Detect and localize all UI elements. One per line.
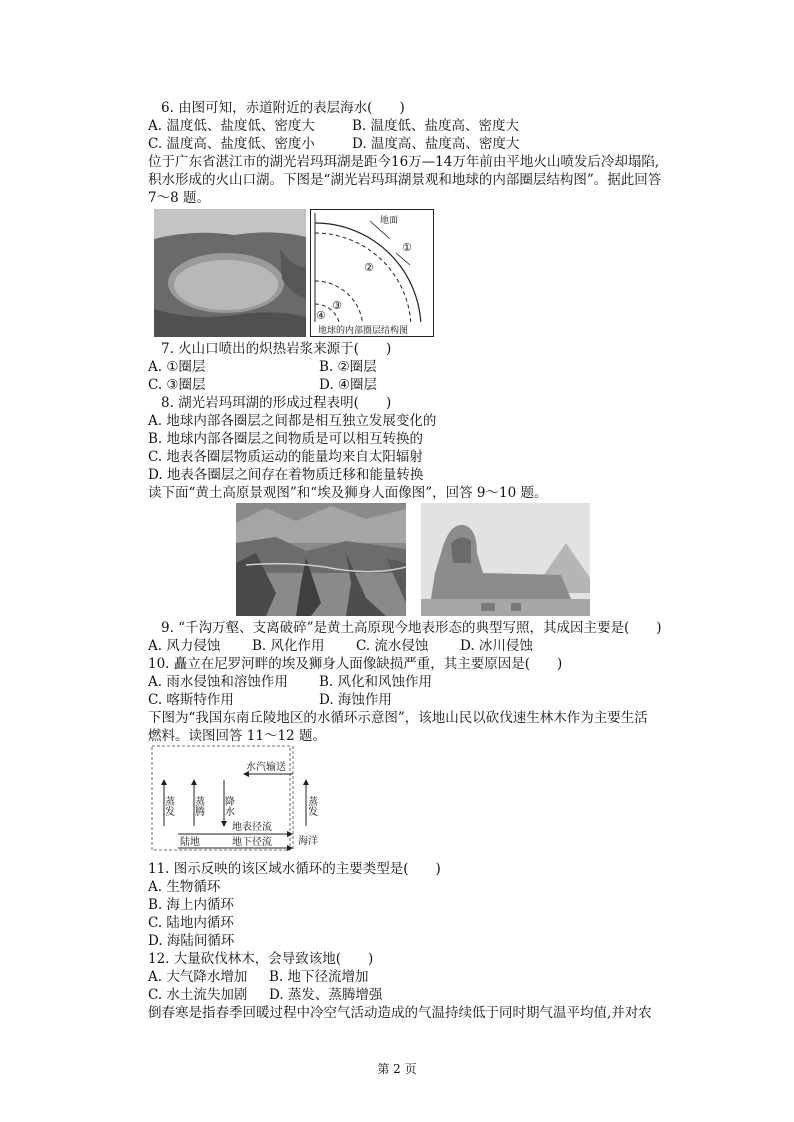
label-ocean: 海洋 [298, 836, 318, 847]
label-groundwater-runoff: 地下径流 [232, 837, 272, 848]
q11-option-b: B. 海上内循环 [148, 897, 235, 913]
layer-1-label: ① [402, 241, 412, 254]
q10-option-a: A. 雨水侵蚀和溶蚀作用 [148, 674, 288, 690]
q7-option-d: D. ④圈层 [319, 377, 378, 393]
q12-option-c: C. 水土流失加剧 [148, 987, 248, 1003]
earth-layers-caption: 地球的内部圈层结构图 [318, 326, 409, 336]
water-cycle-diagram [148, 744, 338, 856]
intro-7-8-line1: 位于广东省湛江市的湖光岩玛珥湖是距今16万—14万年前由平地火山喷发后冷却塌陷, [148, 154, 660, 170]
surface-label: 地面 [380, 216, 399, 226]
q6-option-a: A. 温度低、盐度低、密度大 [148, 118, 315, 134]
label-evaporation-ocean: 蒸发 [305, 796, 317, 816]
q12-option-d: D. 蒸发、蒸腾增强 [269, 987, 383, 1003]
q10-option-d: D. 海蚀作用 [319, 692, 392, 708]
q6-stem: 6. 由图可知，赤道附近的表层海水( ) [161, 100, 405, 116]
q11-option-d: D. 海陆间循环 [148, 933, 235, 949]
q7-option-b: B. ②圈层 [319, 359, 377, 375]
q12-stem: 12. 大量砍伐林木，会导致该地( ) [148, 951, 374, 967]
q9-option-c: C. 流水侵蚀 [356, 638, 429, 654]
q7-option-c: C. ③圈层 [148, 377, 206, 393]
q7-option-a: A. ①圈层 [148, 359, 206, 375]
tail-paragraph: 倒春寒是指春季回暖过程中冷空气活动造成的气温持续低于同时期气温平均值,并对农 [148, 1005, 652, 1021]
layer-2-label: ② [364, 261, 374, 274]
q10-stem: 10. 矗立在尼罗河畔的埃及狮身人面像缺损严重，其主要原因是( ) [148, 656, 563, 672]
q9-option-a: A. 风力侵蚀 [148, 638, 221, 654]
sphinx-photo [421, 503, 590, 616]
q9-option-b: B. 风化作用 [252, 638, 325, 654]
q11-option-c: C. 陆地内循环 [148, 915, 234, 931]
q9-option-d: D. 冰川侵蚀 [460, 638, 533, 654]
label-transpiration: 蒸腾 [192, 796, 204, 816]
intro-7-8-line2: 积水形成的火山口湖。下图是“湖光岩玛珥湖景观和地球的内部圈层结构图”。据此回答 [148, 172, 662, 188]
q9-stem: 9. “千沟万壑、支离破碎”是黄土高原现今地表形态的典型写照，其成因主要是( ) [161, 620, 662, 636]
q6-option-c: C. 温度高、盐度低、密度小 [148, 136, 315, 152]
label-precipitation: 降水 [222, 796, 234, 816]
q10-option-c: C. 喀斯特作用 [148, 692, 234, 708]
q11-stem: 11. 图示反映的该区域水循环的主要类型是( ) [148, 861, 441, 877]
intro-7-8-line3: 7～8 题。 [148, 190, 210, 206]
q8-option-d: D. 地表各圈层之间存在着物质迁移和能量转换 [148, 467, 424, 483]
label-land: 陆地 [180, 837, 200, 848]
lake-photo [154, 209, 306, 337]
loess-plateau-photo [236, 503, 406, 616]
label-vapor-transport: 水汽输送 [246, 762, 286, 773]
q8-option-a: A. 地球内部各圈层之间都是相互独立发展变化的 [148, 413, 437, 429]
layer-3-label: ③ [332, 299, 342, 312]
q8-option-c: C. 地表各圈层物质运动的能量均来自太阳辐射 [148, 449, 423, 465]
earth-layers-figure [310, 209, 434, 337]
intro-9-10: 读下面“黄土高原景观图”和“埃及狮身人面像图”，回答 9～10 题。 [148, 485, 548, 501]
label-evaporation-land: 蒸发 [162, 796, 174, 816]
q10-option-b: B. 风化和风蚀作用 [319, 674, 433, 690]
q12-option-b: B. 地下径流增加 [269, 969, 369, 985]
q7-stem: 7. 火山口喷出的炽热岩浆来源于( ) [161, 341, 392, 357]
label-surface-runoff: 地表径流 [232, 822, 272, 833]
layer-4-label: ④ [316, 309, 326, 322]
page-number: 第 2 页 [377, 1062, 417, 1076]
q12-option-a: A. 大气降水增加 [148, 969, 248, 985]
q6-option-b: B. 温度低、盐度高、密度大 [352, 118, 520, 134]
q11-option-a: A. 生物循环 [148, 879, 221, 895]
q6-option-d: D. 温度高、盐度高、密度大 [352, 136, 520, 152]
q8-option-b: B. 地球内部各圈层之间物质是可以相互转换的 [148, 431, 424, 447]
q8-stem: 8. 湖光岩玛珥湖的形成过程表明( ) [161, 395, 392, 411]
intro-11-12-line2: 燃料。读图回答 11～12 题。 [148, 728, 326, 744]
intro-11-12-line1: 下图为“我国东南丘陵地区的水循环示意图”，该地山民以砍伐速生林木作为主要生活 [148, 710, 648, 726]
